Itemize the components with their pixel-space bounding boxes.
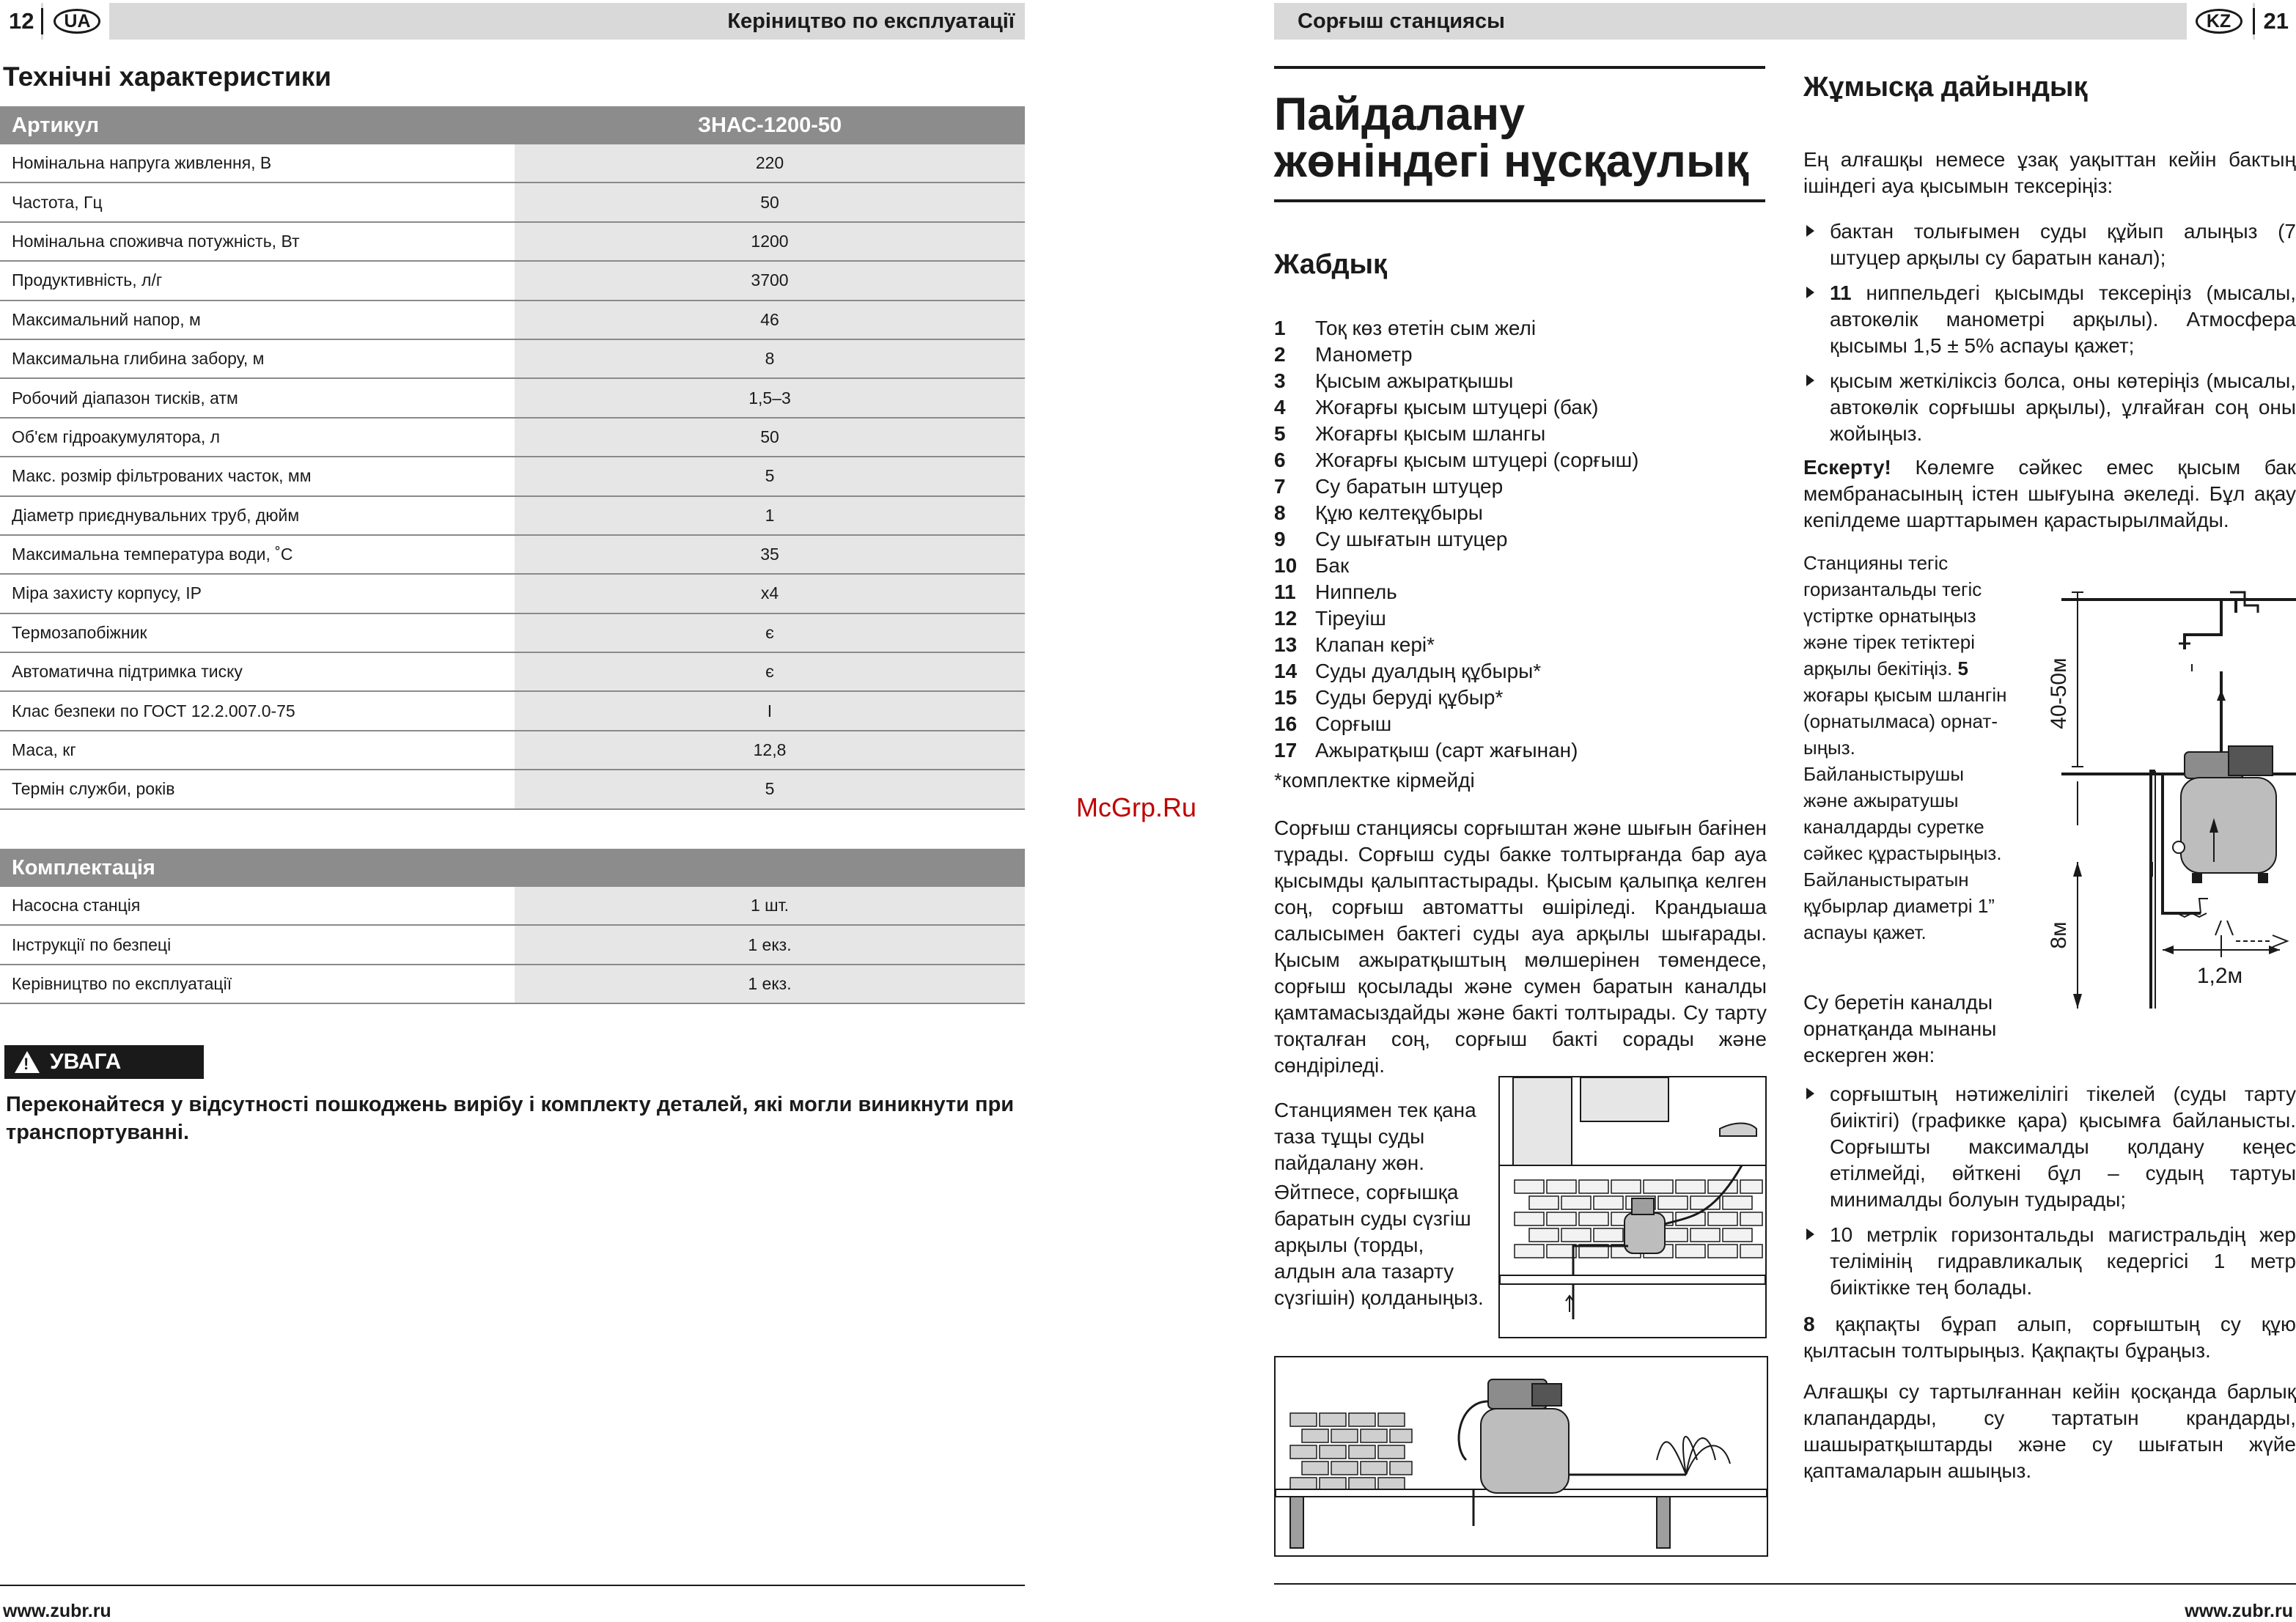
kit-header: Комплектація [0,849,1025,887]
spec-label: Міра захисту корпусу, IP [0,574,515,613]
spec-row [0,378,1025,417]
spec-value: 46 [515,301,1025,339]
right-header-bar [1274,3,2296,40]
supply-bullet-2: 10 метрлік горизонтальды магистральдің жер телімінің гидравликалық кедергісі 1 метр биіктікке тең болады. [1803,1222,2296,1301]
equipment-item-number: 12 [1274,607,1298,630]
spec-value: 3700 [515,261,1025,300]
main-title [1274,91,1765,185]
prep-bullet-2-text: ниппельдегі қысымды тексеріңіз (мысалы, автокөлік манометрі арқылы). Атмосфера қысымы 1,5 ± 5% аспауы қажет; [1830,281,2296,357]
cap-instruction [1803,1311,2296,1364]
kit-header-row [0,849,1025,887]
specs-header-row [0,106,1025,144]
prep-bullet-1: бактан толығымен суды құйып алыңыз (7 штуцер арқылы су баратын канал); [1803,218,2296,271]
equipment-item [1274,315,1639,342]
spec-value: 5 [515,770,1025,808]
equipment-item-label: Сорғыш [1315,712,1392,735]
equipment-item-label: Тоқ көз өтетін сым желі [1315,317,1537,339]
spec-label: Максимальна глибина забору, м [0,339,515,378]
equipment-item-number: 15 [1274,686,1298,709]
install-instructions [1803,550,2010,945]
spec-row [0,496,1025,535]
spec-value: 5 [515,457,1025,495]
kit-value: 1 екз. [515,925,1025,964]
install-num-5: 5 [1957,657,1968,679]
equipment-item [1274,685,1639,711]
spec-row [0,770,1025,808]
equipment-item-number: 2 [1274,343,1286,366]
spec-label: Діаметр приєднувальних труб, дюйм [0,496,515,535]
station-description: Сорғыш станциясы сорғыштан және шығын бағінен тұрады. Сорғыш суды бакке толтырғанда бар ауа қысымды қалыптастырады. Қысым қалыпқа келген соң, сорғыш автоматты өшіріледі. Крандыаша салысымен бактегі суды ауа арқылы шығарады. Қысым ажыратқыштың мөлшерінен төмендесе, сорғыш қосылады және сумен баратын каналды қамтамасыздайды және бакті толтырады. Су тарту тоқталған соң, сорғыш бакті сорады және сөндіріледі. [1274,816,1767,1077]
kit-value: 1 шт. [515,887,1025,925]
equipment-item [1274,421,1639,447]
equipment-item-number: 11 [1274,580,1296,603]
spec-value: 8 [515,339,1025,378]
equipment-item-number: 8 [1274,501,1286,524]
left-header-bar [0,3,1025,40]
specs-title: Технічні характеристики [3,62,332,92]
spec-label: Номінальна напруга живлення, В [0,144,515,183]
dim-label-8: 8м [2047,921,2071,949]
watermark: McGrp.Ru [1076,792,1197,822]
equipment-item-number: 14 [1274,660,1298,682]
spec-value: 35 [515,535,1025,574]
equipment-title: Жабдық [1274,249,1388,280]
spec-label: Клас безпеки по ГОСТ 12.2.007.0-75 [0,691,515,730]
dim-label-1-2: 1,2м [2196,964,2243,988]
spec-label: Максимальний напор, м [0,301,515,339]
spec-label: Максимальна температура води, ˚С [0,535,515,574]
house-pump-illustration [1498,1076,1767,1338]
spec-value: 50 [515,418,1025,457]
equipment-item-label: Клапан кері* [1315,633,1435,656]
equipment-item [1274,711,1639,737]
equipment-item-label: Ниппель [1315,580,1397,603]
spec-label: Термін служби, років [0,770,515,808]
spec-value: 50 [515,183,1025,221]
cap-text: қақпақты бұрап алып, сорғыштың су құю қылтасын толтырыңыз. Қақпақты бұраңыз. [1803,1313,2296,1362]
equipment-item-number: 5 [1274,422,1286,445]
equipment-item-label: Жоғарғы қысым штуцері (бак) [1315,396,1599,419]
spec-row [0,418,1025,457]
equipment-item [1274,368,1639,394]
kit-table [0,849,1025,1004]
prep-bullet-3: қысым жеткіліксіз болса, оны көтеріңіз (мысалы, автокөлік сорғышы арқылы), ұлғайған соң оны жойыңыз. [1803,368,2296,447]
spec-row [0,222,1025,261]
warning-badge [4,1045,204,1079]
equipment-item-label: Құю келтеқұбыры [1315,501,1483,524]
main-title-line-1: Пайдалану [1274,89,1526,140]
equipment-item-label: Бак [1315,554,1350,577]
spec-label: Робочий діапазон тисків, атм [0,378,515,417]
equipment-item [1274,632,1639,658]
kit-row [0,925,1025,964]
installation-diagram [2016,554,2296,1023]
equipment-item-label: Қысым ажыратқышы [1315,369,1514,392]
equipment-item-label: Манометр [1315,343,1413,366]
equipment-item-label: Суды беруді құбыр* [1315,686,1504,709]
equipment-item-number: 9 [1274,528,1286,550]
spec-row [0,457,1025,495]
equipment-item-number: 1 [1274,317,1286,339]
equipment-item-number: 4 [1274,396,1286,419]
equipment-item [1274,526,1639,553]
equipment-item [1274,553,1639,579]
spec-row [0,535,1025,574]
spec-value: x4 [515,574,1025,613]
spec-label: Продуктивність, л/г [0,261,515,300]
equipment-item [1274,737,1639,764]
spec-value: є [515,652,1025,691]
spec-value: I [515,691,1025,730]
warning-badge-label: УВАГА [50,1050,122,1074]
country-badge-kz: KZ [2196,9,2242,34]
supply-intro: Су беретін каналды орнатқанда мынаны ескерген жөн: [1803,991,1997,1066]
specs-header-value: ЗНАС-1200-50 [515,106,1025,144]
country-badge-ua: UA [54,9,100,34]
spec-value: 1,5–3 [515,378,1025,417]
supply-bullet-1: сорғыштың нәтижелілігі тікелей (суды тарту биіктігі) (графикке қара) қысымға байланысты. Сорғышты максималды қолдану кеңес етілмейді, өйткені бұл – судың тартуы минималды болуын тудырады; [1803,1081,2296,1213]
equipment-item-number: 13 [1274,633,1298,656]
title-rule-top [1274,66,1765,69]
spec-row [0,301,1025,339]
garden-pump-illustration [1274,1356,1768,1557]
equipment-item-number: 16 [1274,712,1298,735]
spec-value: 12,8 [515,731,1025,770]
equipment-item-number: 6 [1274,449,1286,471]
equipment-note: *комплектке кірмейді [1274,769,1475,792]
specs-header-label: Артикул [0,106,515,144]
spec-label: Частота, Гц [0,183,515,221]
install-text-1: Станцияны тегіс горизантальды тегіс үстіртке орнатыңыз және тірек тетіктері арқылы бекітіңіз. [1803,552,1982,679]
spec-value: 1 [515,496,1025,535]
main-title-line-2: жөніндегі нұсқаулық [1274,136,1749,187]
preparation-bullets [1803,218,2296,447]
kit-label: Насосна станція [0,887,515,925]
spec-label: Об'єм гідроакумулятора, л [0,418,515,457]
left-footer-url: www.zubr.ru [3,1601,111,1621]
kit-row [0,965,1025,1003]
warning-icon: ! [15,1051,40,1073]
equipment-item [1274,500,1639,526]
filter-note: Әйтпесе, сорғышқа баратын суды сүзгіш арқылы (торды, алдын ала тазарту сүзгішін) қолданыңыз. [1274,1181,1484,1309]
spec-row [0,574,1025,613]
prep-bullet-2 [1803,280,2296,359]
equipment-item-number: 3 [1274,369,1286,392]
spec-label: Макс. розмір фільтрованих часток, мм [0,457,515,495]
kit-value: 1 екз. [515,965,1025,1003]
equipment-item [1274,394,1639,421]
equipment-item-label: Жоғарғы қысым шлангы [1315,422,1546,445]
equipment-item [1274,342,1639,368]
clean-water-note: Станциямен тек қана таза тұщы суды пайдалану жөн. [1274,1099,1476,1174]
install-text-2: жоғары қысым шлангін (орнатылмаса) орнат-ыңыз. Байланыстырушы және ажыратушы каналдарды суретке сәйкес құрастырыңыз. Байланыстыратын құбырлар диаметрі 1” аспауы қажет. [1803,684,2007,943]
kit-label: Керівництво по експлуатації [0,965,515,1003]
title-rule-bottom [1274,199,1765,202]
equipment-item [1274,579,1639,605]
preparation-intro: Ең алғашқы немесе ұзақ уақыттан кейін бактың ішіндегі ауа қысымын тексеріңіз: [1803,148,2296,197]
final-paragraph: Алғашқы су тартылғаннан кейін қосқанда барлық клапандарды, су тартатын крандарды, шашыратқыштарды және су шығатын жүйе қаптамаларын ашыңыз. [1803,1380,2296,1482]
spec-row [0,652,1025,691]
cap-num-8: 8 [1803,1313,1815,1335]
equipment-item-label: Су баратын штуцер [1315,475,1504,498]
equipment-item-label: Ажыратқыш (сарт жағынан) [1315,739,1578,762]
right-footer-rule [1274,1583,2296,1585]
equipment-item [1274,473,1639,500]
left-header-title: Керіництво по експлуатації [727,9,1015,33]
spec-row [0,183,1025,221]
specs-table [0,106,1025,810]
equipment-item [1274,658,1639,685]
left-page-number: 12 [0,3,41,40]
spec-value: 1200 [515,222,1025,261]
spec-row [0,339,1025,378]
spec-value: 220 [515,144,1025,183]
equipment-list [1274,315,1639,764]
equipment-item-label: Су шығатын штуцер [1315,528,1508,550]
equipment-item-number: 10 [1274,554,1298,577]
supply-bullets [1803,1081,2296,1301]
spec-value: є [515,613,1025,652]
equipment-item-number: 17 [1274,739,1298,762]
prep-bullet-2-num: 11 [1830,281,1852,304]
equipment-item-label: Жоғарғы қысым штуцері (сорғыш) [1315,449,1639,471]
kit-row [0,887,1025,925]
spec-row [0,613,1025,652]
right-footer-url: www.zubr.ru [2185,1601,2293,1621]
equipment-item-label: Тіреуіш [1315,607,1386,630]
warning-text: Переконайтеся у відсутності пошкоджень вирібу і комплекту деталей, які могли виникнути при транспортуванні. [6,1093,1015,1144]
equipment-item-label: Суды дуалдың құбыры* [1315,660,1542,682]
note-label: Ескерту! [1803,456,1891,479]
note-text: Көлемге сәйкес емес қысым бак мембранасының істен шығуына әкеледі. Бұл ақау кепілдеме шарттарымен қарастырылмайды. [1803,456,2296,531]
kit-label: Інструкції по безпеці [0,925,515,964]
equipment-item [1274,447,1639,473]
warning-note [1803,454,2296,534]
spec-label: Термозапобіжник [0,613,515,652]
dim-label-40-50: 40-50м [2047,657,2071,729]
spec-row [0,691,1025,730]
equipment-item [1274,605,1639,632]
equipment-item-number: 7 [1274,475,1286,498]
spec-label: Автоматична підтримка тиску [0,652,515,691]
preparation-title: Жұмысқа дайындық [1803,72,2088,103]
spec-label: Маса, кг [0,731,515,770]
spec-row [0,261,1025,300]
spec-row [0,731,1025,770]
spec-label: Номінальна споживча потужність, Вт [0,222,515,261]
spec-row [0,144,1025,183]
left-footer-rule [0,1585,1025,1586]
right-header-title: Сорғыш станциясы [1298,9,1505,33]
right-page-number: 21 [2255,3,2296,40]
